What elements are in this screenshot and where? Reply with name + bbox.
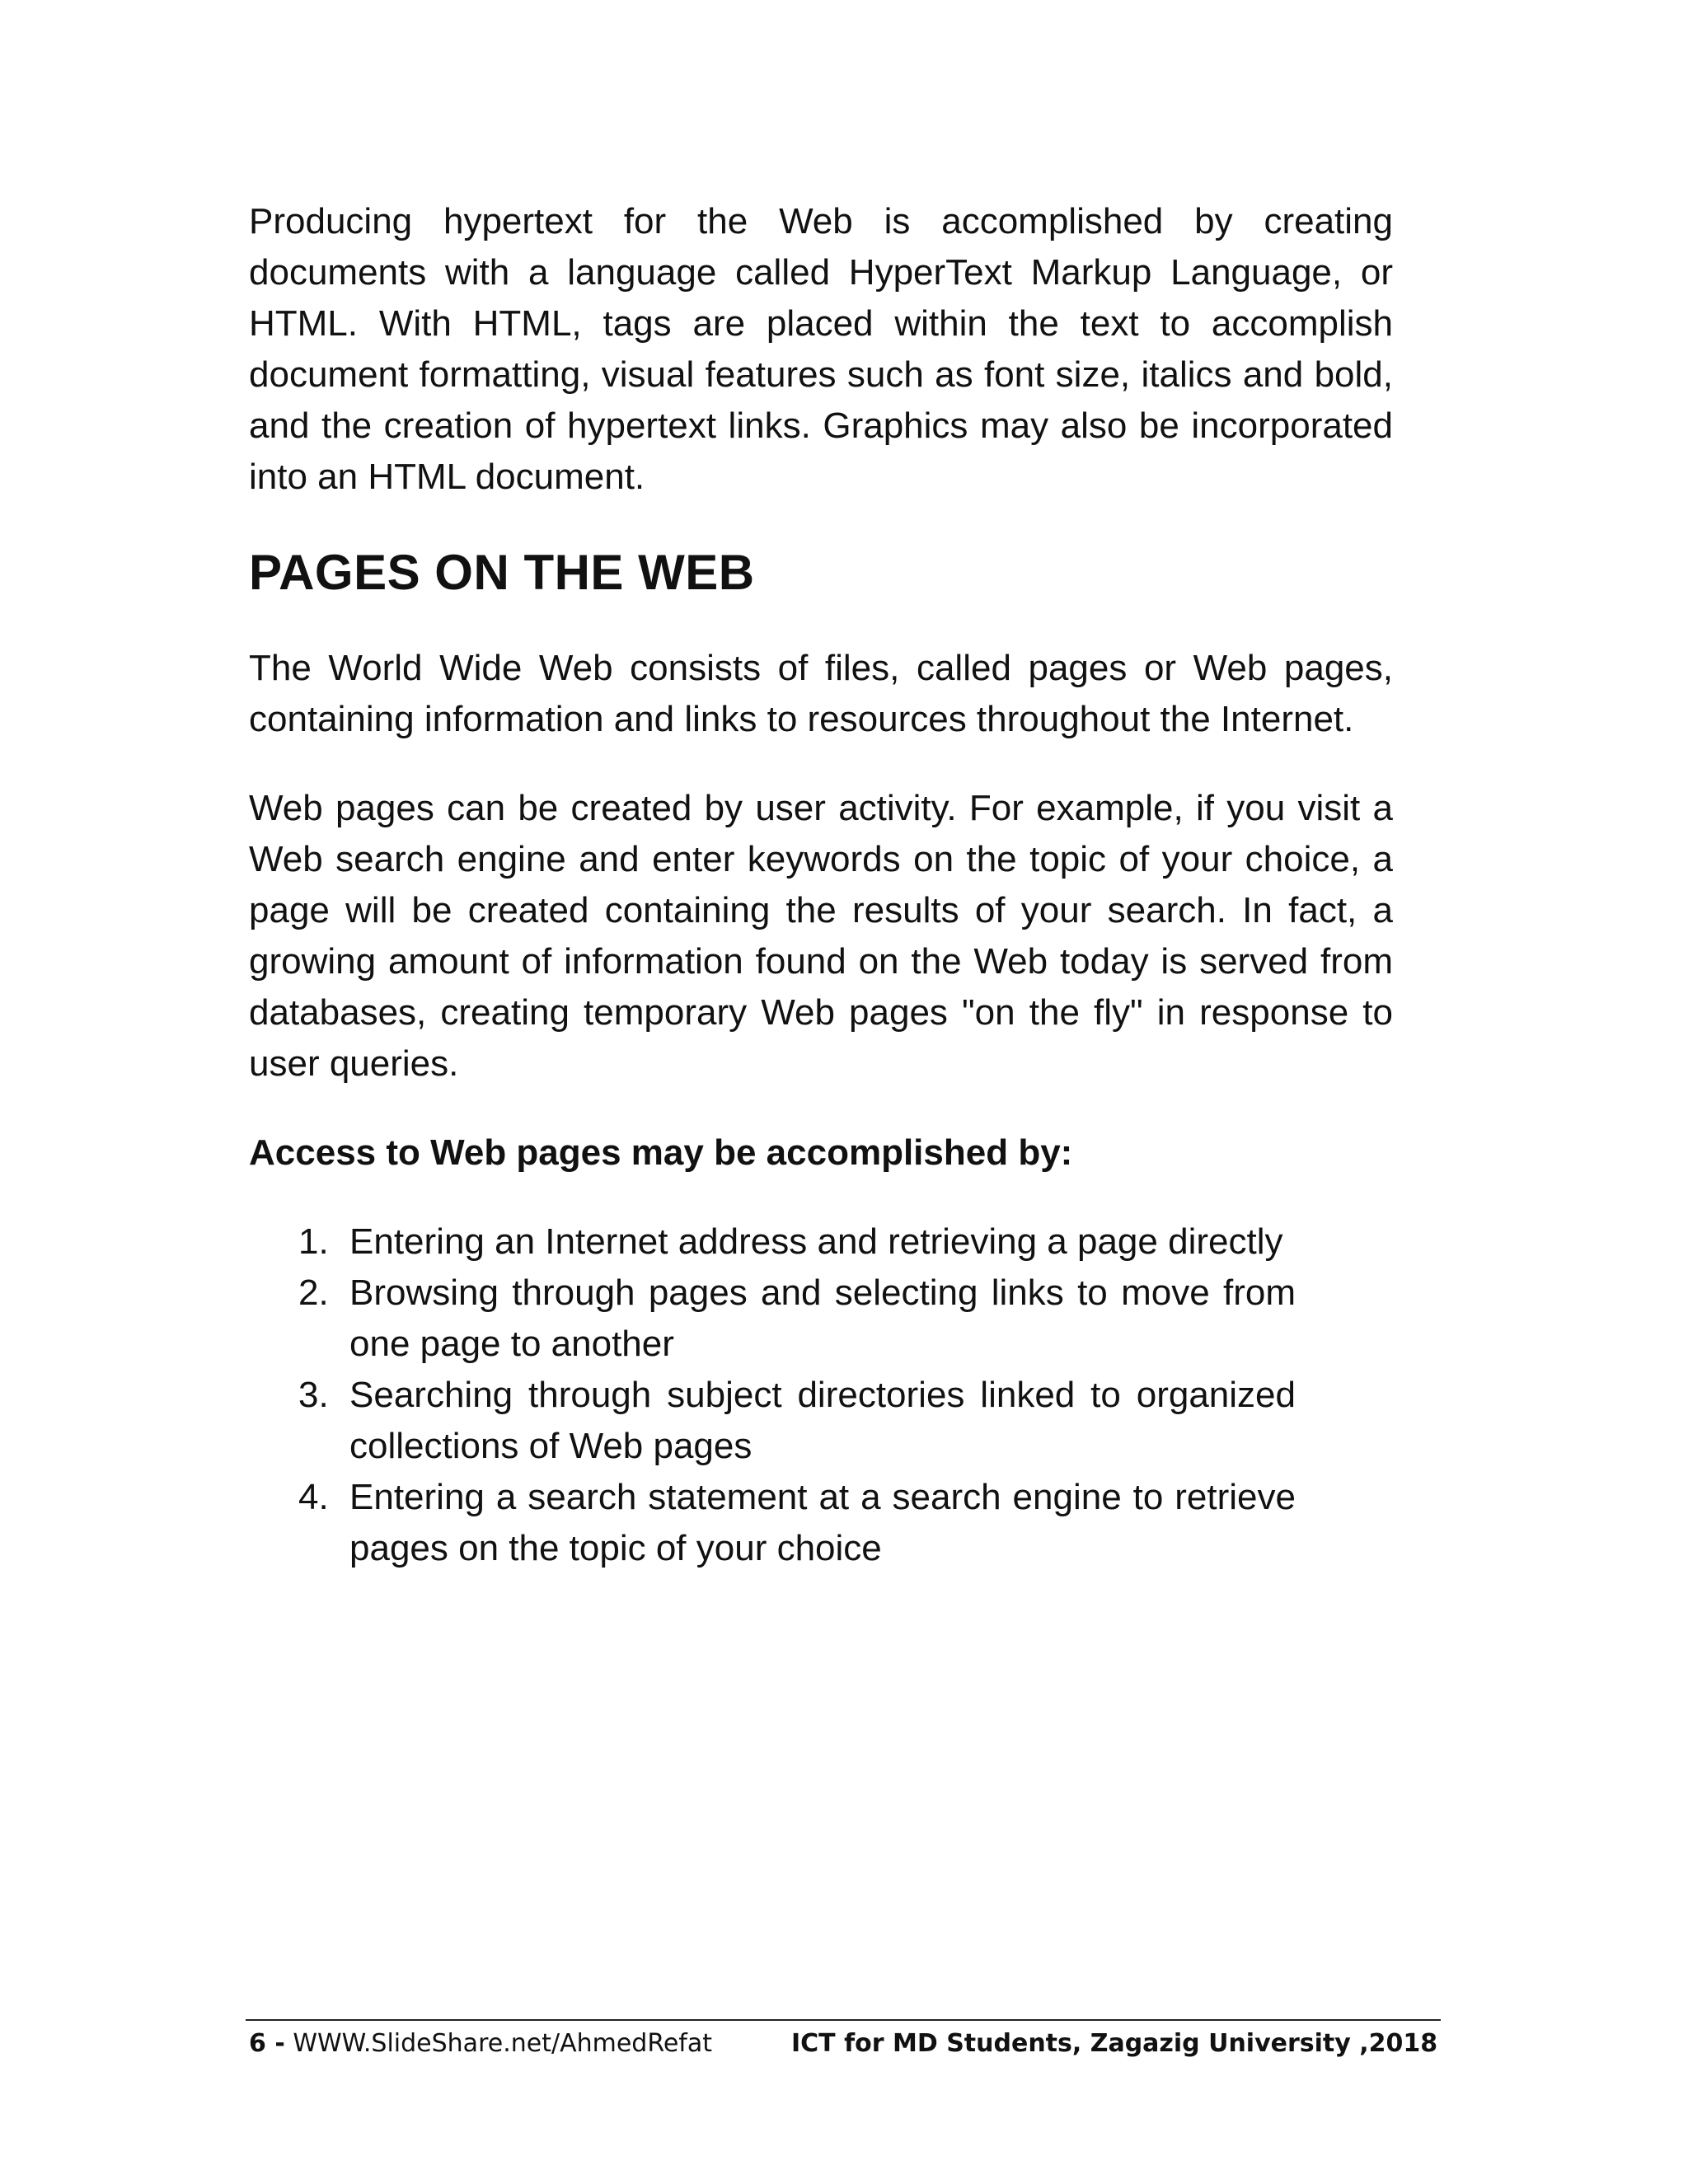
access-list [249, 1216, 1296, 1574]
list-item [249, 1472, 1296, 1574]
list-item-text: Entering an Internet address and retrieving a page directly [349, 1221, 1283, 1262]
section-heading: PAGES ON THE WEB [249, 545, 755, 600]
page-number: 6 - [249, 2029, 285, 2058]
list-item-text: Entering a search statement at a search engine to retrieve pages on the topic of your choice [349, 1477, 1296, 1568]
list-item-number: 2. [298, 1272, 329, 1313]
list-item [249, 1216, 1296, 1268]
footer-divider [246, 2019, 1441, 2021]
footer-course: ICT for MD Students, Zagazig University ,2018 [791, 2029, 1438, 2058]
paragraph-world-wide-web: The World Wide Web consists of files, called pages or Web pages, containing information and links to resources throughout the Internet. [249, 648, 1393, 739]
page-footer [249, 2027, 1438, 2060]
page-content [249, 196, 1393, 1574]
paragraph-html-intro: Producing hypertext for the Web is accomplished by creating documents with a language called HyperText Markup Language, or HTML. With HTML, tags are placed within the text to accomplish document formatting, visual features such as font size, italics and bold, and the creation of hypertext links. Graphics may also be incorporated into an HTML document. [249, 201, 1393, 497]
footer-website: WWW.SlideShare.net/AhmedRefat [293, 2029, 712, 2058]
list-item [249, 1370, 1296, 1472]
list-item-number: 1. [298, 1221, 329, 1262]
paragraph-user-activity: Web pages can be created by user activity. For example, if you visit a Web search engine and enter keywords on the topic of your choice, a page will be created containing the results of your search. In fact, a growing amount of information found on the Web today is served from databases, creating temporary Web pages "on the fly" in response to user queries. [249, 788, 1393, 1084]
list-item-number: 3. [298, 1375, 329, 1415]
access-heading: Access to Web pages may be accomplished by: [249, 1132, 1073, 1173]
list-item-number: 4. [298, 1477, 329, 1517]
list-item-text: Browsing through pages and selecting links to move from one page to another [349, 1272, 1296, 1364]
list-item-text: Searching through subject directories linked to organized collections of Web pages [349, 1375, 1296, 1466]
list-item [249, 1268, 1296, 1370]
